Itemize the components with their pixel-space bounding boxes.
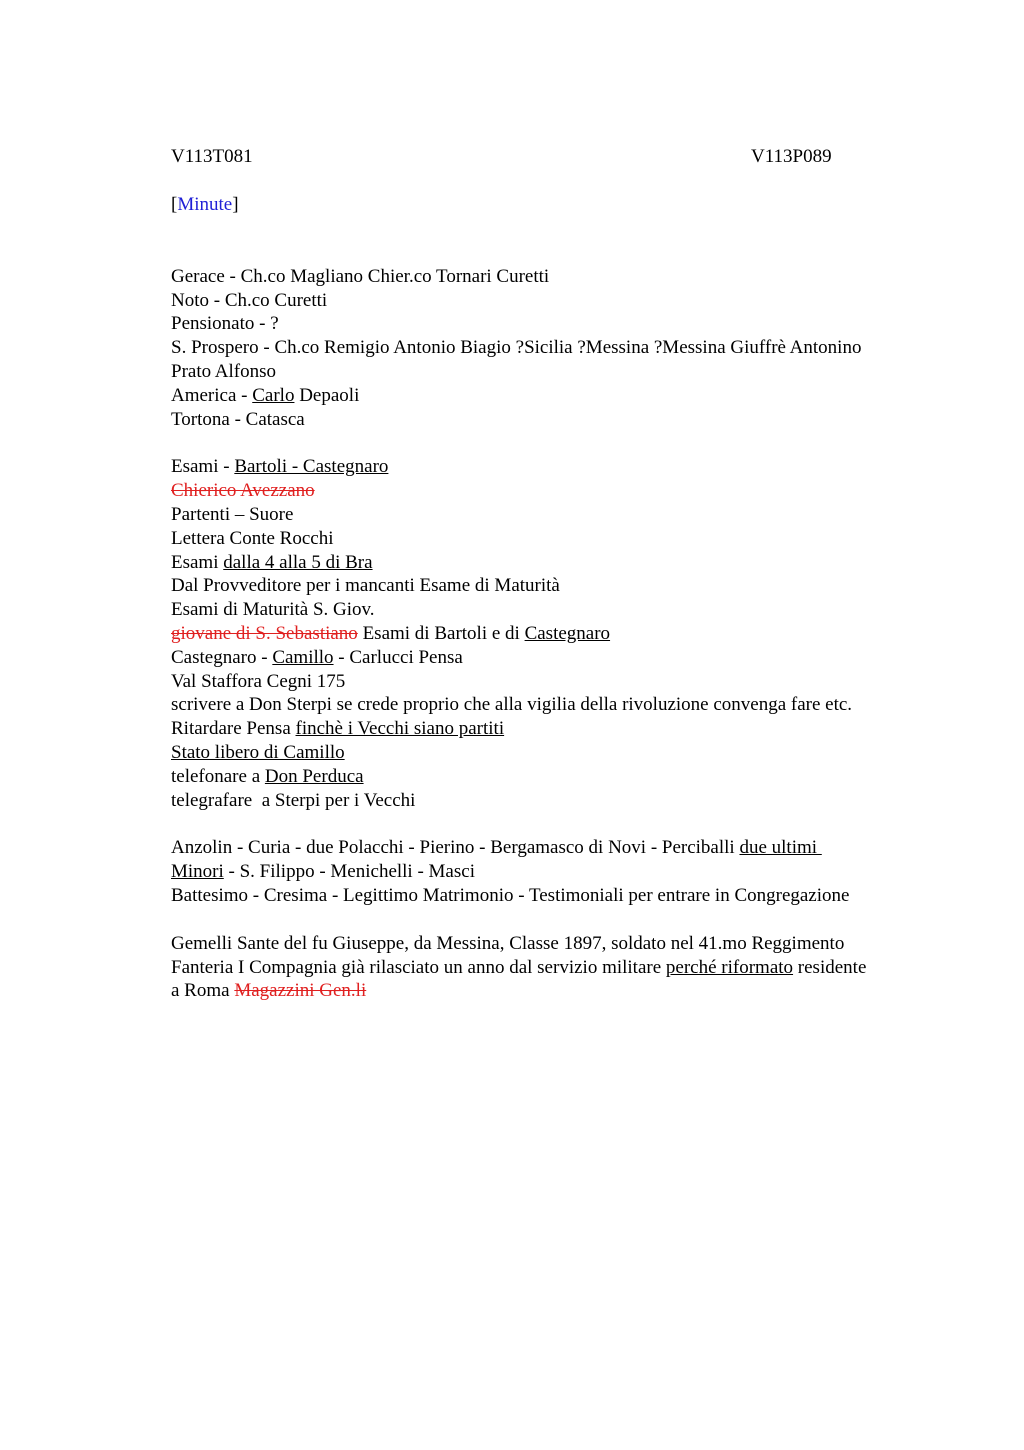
text-segment: America -	[171, 384, 253, 406]
text-segment: residente	[793, 956, 867, 978]
underlined-text: Carlo	[252, 384, 295, 406]
section-1	[171, 265, 951, 432]
section-3	[171, 836, 951, 907]
text-line	[171, 979, 951, 1003]
text-line: Battesimo - Cresima - Legittimo Matrimonio - Testimoniali per entrare in Congregazione	[171, 884, 850, 906]
minute-open-bracket: [	[171, 194, 178, 215]
text-line	[171, 765, 951, 789]
underlined-text: due ultimi	[739, 837, 822, 859]
deleted-text: Chierico Avezzano	[171, 480, 315, 502]
underlined-text: Don Perduca	[264, 765, 364, 787]
text-line: Tortona - Catasca	[171, 408, 305, 430]
text-line: scrivere a Don Sterpi se crede proprio che alla vigilia della rivoluzione convenga fare etc.	[171, 694, 853, 716]
document-header	[171, 145, 951, 169]
underlined-text: Bartoli - Castegnaro	[234, 456, 389, 478]
text-line	[171, 455, 951, 479]
minute-close-bracket: ]	[232, 194, 239, 215]
text-line: Esami di Maturità S. Giov.	[171, 599, 375, 621]
text-line: S. Prospero - Ch.co Remigio Antonio Biagio ?Sicilia ?Messina ?Messina Giuffrè Antonino	[171, 337, 862, 359]
text-line	[171, 860, 951, 884]
text-line: Dal Provveditore per i mancanti Esame di Maturità	[171, 575, 560, 597]
text-line: Prato Alfonso	[171, 360, 277, 382]
text-segment: Esami	[171, 551, 224, 573]
text-segment: Castegnaro -	[171, 646, 273, 668]
text-segment: Depaoli	[294, 384, 360, 406]
text-line	[171, 717, 951, 741]
text-line	[171, 956, 951, 980]
document-page	[171, 145, 951, 1003]
left-code: V113T081	[171, 146, 253, 167]
text-line: Gemelli Sante del fu Giuseppe, da Messina, Classe 1897, soldato nel 41.mo Reggimento	[171, 932, 845, 954]
text-line: Lettera Conte Rocchi	[171, 527, 334, 549]
text-segment: Ritardare Pensa	[171, 718, 296, 740]
underlined-text: Stato libero di Camillo	[171, 741, 345, 763]
deleted-text: giovane di S. Sebastiano	[171, 622, 358, 644]
underlined-text: perché riformato	[665, 956, 794, 978]
text-line: telegrafare a Sterpi per i Vecchi	[171, 789, 416, 811]
text-line: Pensionato - ?	[171, 313, 279, 335]
text-segment: - S. Filippo - Menichelli - Masci	[223, 861, 475, 883]
underlined-text: Castegnaro	[524, 622, 611, 644]
text-line: Partenti – Suore	[171, 503, 294, 525]
right-code: V113P089	[751, 146, 832, 167]
underlined-text: dalla 4 alla 5 di Bra	[223, 551, 373, 573]
text-line	[171, 622, 951, 646]
text-line	[171, 551, 951, 575]
text-segment: telefonare a	[171, 765, 265, 787]
text-line: Val Staffora Cegni 175	[171, 670, 346, 692]
underlined-text: Minori	[171, 861, 224, 883]
text-segment: a Roma	[171, 980, 235, 1002]
text-segment: Esami di Bartoli e di	[357, 622, 525, 644]
text-line	[171, 836, 951, 860]
text-line	[171, 384, 951, 408]
section-4	[171, 932, 951, 1003]
text-segment: Fanteria I Compagnia già rilasciato un anno dal servizio militare	[171, 956, 666, 978]
deleted-text: Magazzini Gen.li	[234, 980, 367, 1002]
text-line	[171, 646, 951, 670]
text-segment: Esami -	[171, 456, 235, 478]
minute-link[interactable]: Minute	[177, 194, 233, 215]
text-line: Noto - Ch.co Curetti	[171, 289, 328, 311]
underlined-text: finchè i Vecchi siano partiti	[295, 718, 505, 740]
minute-label	[171, 193, 951, 217]
text-segment: Anzolin - Curia - due Polacchi - Pierino - Bergamasco di Novi - Perciballi	[171, 837, 740, 859]
text-line: Gerace - Ch.co Magliano Chier.co Tornari Curetti	[171, 265, 550, 287]
section-2	[171, 455, 951, 812]
underlined-text: Camillo	[272, 646, 334, 668]
text-segment: - Carlucci Pensa	[333, 646, 463, 668]
